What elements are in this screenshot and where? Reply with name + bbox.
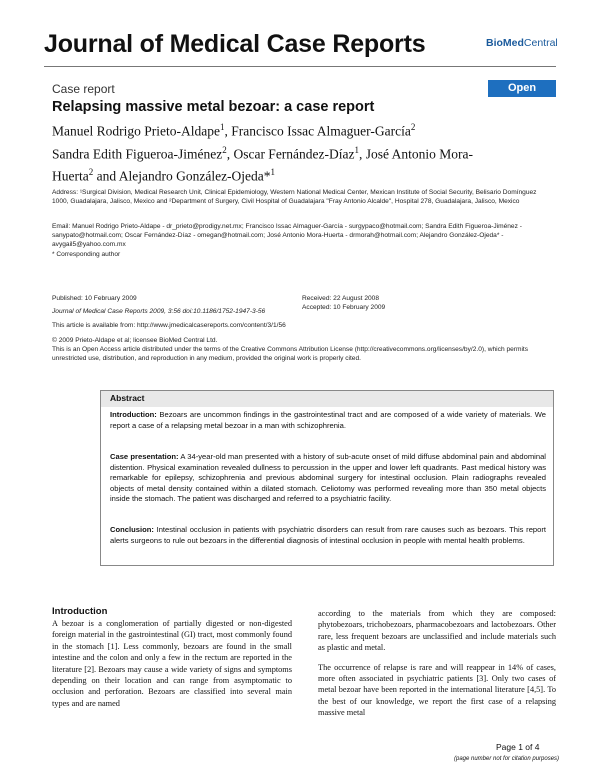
license-text: This is an Open Access article distributed under the terms of the Creative Commons Attribution License (http://creativecommons.org/licenses/by/2.0), which permits unrestricted use, distribution, and reproduction in any medium, provided the original work is properly cited. [52, 346, 529, 362]
affiliation-marker: 2 [88, 167, 94, 177]
author-name: and Alejandro González-Ojeda* [93, 168, 271, 184]
received-date: Received: 22 August 2008 [302, 295, 379, 302]
article-type: Case report [52, 82, 115, 96]
abstract-label: Case presentation: [110, 452, 179, 461]
paragraph: according to the materials from which they are composed: phytobezoars, trichobezoars, pharmacobezoars and lactobezoars. Other rare, less frequent bezoars are unclassified and include materials such as plastic and metal. [318, 609, 556, 653]
author-name: , Oscar Fernández-Díaz [226, 146, 355, 161]
body-right-column [318, 608, 556, 719]
abstract-label: Introduction: [110, 410, 157, 419]
author-emails: Email: Manuel Rodrigo Prieto-Aldape - dr_prieto@prodigy.net.mx; Francisco Issac Almaguer-García - surgypaco@hotmail.com; Sandra Edith Figueroa-Jiménez - sanypato@hotmail.com; Oscar Fernández-Díaz - omegan@hotmail.com; José Antonio Mora-Huerta - drmorah@hotmail.com; Alejandro González-Ojeda* - avygail5@yahoo.com.mx [52, 223, 522, 248]
journal-title: Journal of Medical Case Reports [44, 30, 426, 58]
page-number-note: (page number not for citation purposes) [454, 756, 560, 762]
article-url[interactable]: This article is available from: http://www.jmedicalcasereports.com/content/3/1/56 [52, 322, 286, 329]
author-name: Manuel Rodrigo Prieto-Aldape [52, 123, 220, 139]
abstract-case-presentation [110, 452, 546, 505]
abstract-introduction [110, 410, 546, 431]
author-address: Address: ¹Surgical Division, Medical Research Unit, Clinical Epidemiology, Western National Medical Center, Mexican Institute of Social Security, Belisario Domínguez 1000, Guadalajara, Jalisco, Mexico and ²Department of Surgery, Civil Hospital of Guadalajara "Fray Antonio Alcalde", Hospital 278, Guadalajara, Jalisco, Mexico [52, 189, 537, 205]
author-name: , Francisco Issac Almaguer-García [224, 123, 411, 139]
author-name: Huerta [52, 168, 89, 184]
open-access-badge: Open Access [488, 80, 556, 97]
author-name: , José Antonio Mora- [359, 146, 474, 161]
article-title: Relapsing massive metal bezoar: a case report [52, 99, 375, 115]
abstract-text: Intestinal occlusion in patients with psychiatric disorders can result from rare causes such as bezoars. This report alerts surgeons to rule out bezoars in the differential diagnosis of intestinal occlusion in people with mental health problems. [110, 525, 546, 545]
body-left-column: A bezoar is a conglomeration of partially digested or non-digested foreign material in the gastrointestinal (GI) tract, most commonly found in the stomach [1]. Less commonly, bezoars are found in the small intestine and the colon and only a few in the rectum are reported in the literature [2]. Bezoars may cause a wide variety of signs and symptoms depending on their location and can range from asymptomatic to occlusion and perforation. Bezoars are classified into several main types and are named [52, 619, 292, 708]
author-list [52, 118, 552, 186]
abstract-label: Conclusion: [110, 525, 154, 534]
abstract-text: A 34-year-old man presented with a history of sub-acute onset of mild diffuse abdominal pain and abdominal distention. Physical examination revealed dullness to percussion in the upper and lower left quadrants. Past medical history was remarkable for epilepsy, schizophrenia and previous abdominal surgery for intestinal occlusion. Plain radiographs revealed objects of metal density contained within a dilated stomach. Celiotomy was performed revealing more than 350 metal objects inside the stomach. The patient was discharged and referred to a psychiatric facility. [110, 452, 546, 504]
logo-rest: Central [523, 37, 558, 49]
affiliation-marker: 2 [222, 144, 227, 155]
introduction-heading: Introduction [52, 606, 108, 617]
abstract-heading: Abstract [110, 393, 145, 403]
abstract-text: Bezoars are uncommon findings in the gastrointestinal tract and are composed of a wide variety of materials. We report a case of a relapsing metal bezoar in a man with schizophrenia. [110, 410, 546, 430]
header-divider [44, 66, 556, 67]
copyright: © 2009 Prieto-Aldape et al; licensee BioMed Central Ltd. [52, 337, 218, 344]
abstract-header-bar [100, 390, 554, 407]
corresponding-author-note: * Corresponding author [52, 251, 121, 258]
abstract-conclusion [110, 525, 546, 546]
published-date: Published: 10 February 2009 [52, 295, 137, 302]
page-number: Page 1 of 4 [496, 742, 540, 752]
affiliation-marker: 1 [354, 144, 360, 155]
author-name: Sandra Edith Figueroa-Jiménez [52, 146, 223, 161]
paragraph: The occurrence of relapse is rare and will reappear in 14% of cases, more often associated in psychiatric patients [3]. Only two cases of metal bezoar have been reported in the international literature [4,5]. To the best of our knowledge, we report the first case of a relapsing massive metal [318, 662, 556, 718]
accepted-date: Accepted: 10 February 2009 [302, 304, 386, 311]
affiliation-marker: 1 [270, 167, 276, 177]
citation: Journal of Medical Case Reports 2009, 3:56 doi:10.1186/1752-1947-3-56 [52, 308, 266, 315]
logo-bold: BioMed [486, 37, 524, 49]
affiliation-marker: 2 [410, 122, 416, 132]
affiliation-marker: 1 [219, 122, 225, 132]
biomed-central-logo [486, 37, 558, 49]
